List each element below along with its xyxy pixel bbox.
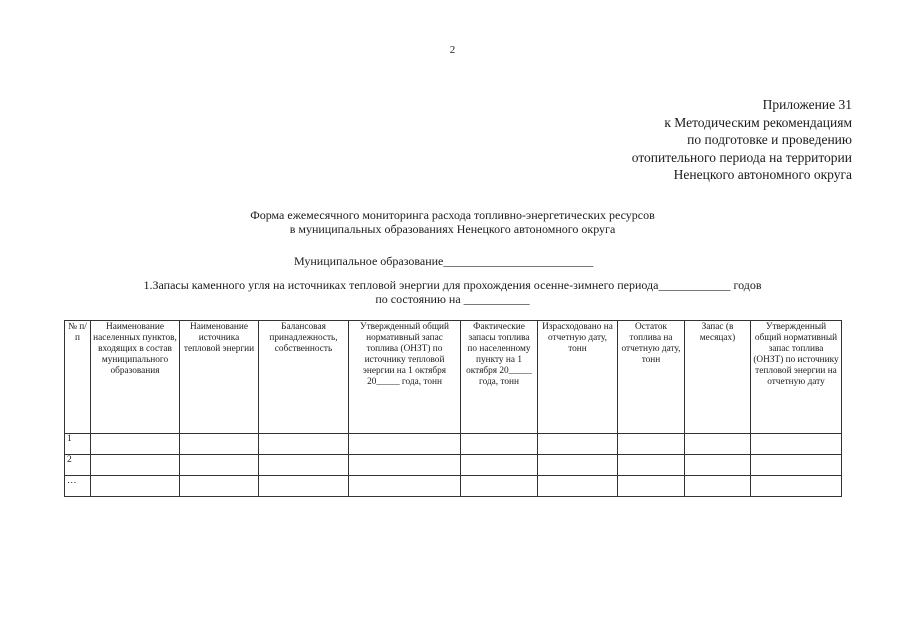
header-cell: № п/п bbox=[65, 321, 91, 434]
appendix-line: по подготовке и проведению bbox=[687, 132, 852, 147]
appendix-line: к Методическим рекомендациям bbox=[664, 114, 852, 130]
table-cell bbox=[751, 434, 842, 455]
table-cell bbox=[461, 434, 538, 455]
table-cell bbox=[180, 476, 259, 497]
header-cell: Наименование населенных пунктов, входящих в состав муниципального образования bbox=[91, 321, 180, 434]
form-title-line: Форма ежемесячного мониторинга расхода топливно-энергетических ресурсов bbox=[250, 208, 655, 222]
form-title-line: в муниципальных образованиях Ненецкого автономного округа bbox=[289, 222, 616, 236]
section-heading-line: 1.Запасы каменного угля на источниках тепловой энергии для прохождения осенне-зимнего периода____________ годов bbox=[143, 278, 762, 292]
table-cell bbox=[461, 455, 538, 476]
table-cell bbox=[538, 434, 618, 455]
table-cell bbox=[685, 434, 751, 455]
table-cell bbox=[751, 476, 842, 497]
table-cell bbox=[751, 455, 842, 476]
table-cell bbox=[259, 476, 349, 497]
table-cell bbox=[461, 476, 538, 497]
table-cell bbox=[618, 434, 685, 455]
header-cell: Утвержденный общий нормативный запас топлива (ОНЗТ) по источнику тепловой энергии на отчетную дату bbox=[751, 321, 842, 434]
table-cell bbox=[180, 455, 259, 476]
header-cell: Запас (в месяцах) bbox=[685, 321, 751, 434]
table-cell bbox=[538, 455, 618, 476]
table-cell bbox=[538, 476, 618, 497]
header-cell: Утвержденный общий нормативный запас топлива (ОНЗТ) по источнику тепловой энергии на 1 октября 20_____ года, тонн bbox=[349, 321, 461, 434]
table-row bbox=[65, 434, 842, 455]
monitoring-table bbox=[64, 320, 842, 497]
form-title bbox=[0, 208, 905, 236]
table-cell bbox=[180, 434, 259, 455]
table-cell bbox=[685, 476, 751, 497]
table-cell bbox=[349, 434, 461, 455]
section-heading bbox=[0, 278, 905, 306]
table-cell bbox=[349, 455, 461, 476]
table-row bbox=[65, 455, 842, 476]
table-cell bbox=[618, 455, 685, 476]
appendix-line: отопительного периода на территории bbox=[631, 149, 852, 165]
header-cell: Балансовая принадлежность, собственность bbox=[259, 321, 349, 434]
section-heading-line: по состоянию на ___________ bbox=[375, 292, 530, 306]
table-header-row bbox=[65, 321, 842, 434]
table-cell: 2 bbox=[65, 455, 91, 476]
table-cell: … bbox=[65, 476, 91, 497]
header-cell: Остаток топлива на отчетную дату, тонн bbox=[618, 321, 685, 434]
table-cell bbox=[91, 434, 180, 455]
table-cell bbox=[91, 476, 180, 497]
table-row bbox=[65, 476, 842, 497]
table-cell bbox=[91, 455, 180, 476]
table-cell bbox=[685, 455, 751, 476]
table-cell bbox=[259, 434, 349, 455]
table-cell bbox=[259, 455, 349, 476]
appendix-line: Приложение 31 bbox=[762, 97, 852, 112]
header-cell: Фактические запасы топлива по населенному пункту на 1 октября 20_____ года, тонн bbox=[461, 321, 538, 434]
appendix-line: Ненецкого автономного округа bbox=[673, 167, 852, 182]
header-cell: Израсходовано на отчетную дату, тонн bbox=[538, 321, 618, 434]
page-number: 2 bbox=[449, 44, 456, 56]
header-cell: Наименование источника тепловой энергии bbox=[180, 321, 259, 434]
appendix-block bbox=[632, 96, 852, 184]
municipal-label: Муниципальное образование_________________________ bbox=[294, 254, 594, 268]
table-cell: 1 bbox=[65, 434, 91, 455]
table-cell bbox=[349, 476, 461, 497]
table-cell bbox=[618, 476, 685, 497]
